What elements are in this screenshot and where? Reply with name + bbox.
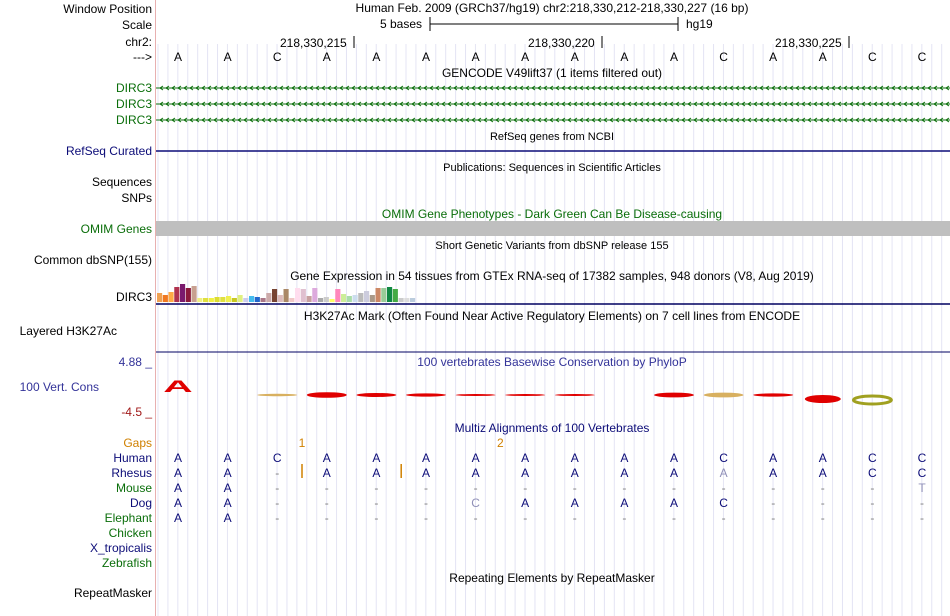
multiz-rhesus-base: C: [917, 466, 927, 480]
species-xtrop-label[interactable]: X_tropicalis: [89, 541, 152, 555]
multiz-elephant-base: A: [223, 511, 232, 525]
gtex-tissue-bar[interactable]: [399, 298, 404, 302]
species-human-label[interactable]: Human: [113, 451, 152, 465]
multiz-elephant-base: -: [771, 511, 776, 525]
multiz-human-base: A: [421, 451, 431, 465]
multiz-elephant-base: -: [374, 511, 379, 525]
base-letter: A: [223, 50, 232, 64]
gtex-tissue-bar[interactable]: [301, 289, 306, 302]
multiz-dog-base: C: [471, 496, 480, 510]
gtex-tissue-bar[interactable]: [312, 288, 317, 302]
base-letter: C: [272, 50, 282, 64]
base-letter: A: [471, 50, 480, 64]
phylop-letter-a-large[interactable]: A: [163, 376, 193, 396]
multiz-dog-base: -: [870, 496, 875, 510]
refseq-curated-label[interactable]: RefSeq Curated: [65, 144, 152, 158]
multiz-rhesus-base: A: [322, 466, 331, 480]
multiz-elephant-base: -: [622, 511, 627, 525]
multiz-mouse-base: A: [173, 481, 183, 495]
multiz-rhesus-base: A: [570, 466, 579, 480]
phylop-logo-mark[interactable]: [456, 394, 496, 396]
base-letter: A: [570, 50, 579, 64]
multiz-human-base: A: [521, 451, 530, 465]
multiz-gap-count: 2: [497, 436, 504, 450]
multiz-human-base: A: [223, 451, 232, 465]
multiz-elephant-base: -: [920, 511, 924, 525]
gtex-tissue-bar[interactable]: [243, 298, 248, 302]
gencode-dirc3-label-2[interactable]: DIRC3: [115, 97, 152, 111]
multiz-rhesus-base: A: [471, 466, 480, 480]
gtex-tissue-bar[interactable]: [209, 298, 214, 302]
gtex-tissue-bar[interactable]: [341, 294, 346, 302]
multiz-human-base: C: [868, 451, 877, 465]
multiz-human-base: A: [818, 451, 827, 465]
gtex-tissue-bar[interactable]: [318, 298, 323, 302]
strand-arrow-label[interactable]: --->: [133, 50, 152, 64]
gtex-tissue-bar[interactable]: [261, 298, 266, 302]
phylop-logo-mark[interactable]: [505, 394, 545, 396]
multiz-mouse-base: -: [721, 481, 726, 495]
species-zebrafish-label[interactable]: Zebrafish: [101, 556, 152, 570]
gtex-tissue-bar[interactable]: [169, 292, 174, 302]
multiz-mouse-base: -: [473, 481, 478, 495]
gtex-dirc3-label[interactable]: DIRC3: [115, 290, 152, 304]
gtex-tissue-bar[interactable]: [220, 297, 225, 302]
gencode-dirc3-label-3[interactable]: DIRC3: [115, 113, 152, 127]
cons-min-label: -4.5 _: [121, 405, 152, 419]
gtex-tissue-bar[interactable]: [393, 289, 398, 302]
multiz-rhesus-base: A: [769, 466, 778, 480]
multiz-rhesus-base: A: [421, 466, 431, 480]
phylop-logo-mark[interactable]: [307, 392, 347, 398]
base-letter: A: [769, 50, 778, 64]
base-letter: A: [322, 50, 331, 64]
window-position-label: Window Position: [63, 2, 152, 16]
multiz-human-base: A: [471, 451, 480, 465]
base-letter: A: [421, 50, 431, 64]
multiz-mouse-base: -: [424, 481, 428, 495]
omim-gene-bar[interactable]: [156, 221, 950, 236]
base-letter: A: [620, 50, 629, 64]
multiz-human-base: C: [272, 451, 282, 465]
multiz-dog-base: -: [324, 496, 329, 510]
multiz-rhesus-base: C: [868, 466, 877, 480]
multiz-elephant-base: -: [275, 511, 280, 525]
gtex-tissue-bar[interactable]: [186, 288, 191, 302]
multiz-human-base: A: [620, 451, 629, 465]
gtex-tissue-bar[interactable]: [404, 298, 409, 302]
dbsnp-track-title: Short Genetic Variants from dbSNP release 155: [435, 240, 669, 252]
phylop-logo-mark[interactable]: [257, 394, 297, 396]
multiz-gap-count: 1: [298, 436, 306, 450]
phylop-logo[interactable]: [163, 377, 891, 404]
multiz-dog-base: -: [920, 496, 924, 510]
gtex-tissue-bar[interactable]: [324, 297, 329, 302]
gtex-tissue-bar[interactable]: [307, 296, 312, 302]
multiz-elephant-base: -: [572, 511, 577, 525]
gtex-tissue-bar[interactable]: [358, 293, 363, 302]
repeatmasker-label[interactable]: RepeatMasker: [73, 586, 152, 600]
gtex-tissue-bar[interactable]: [330, 299, 335, 302]
gtex-tissue-bar[interactable]: [238, 295, 243, 302]
species-mouse-label[interactable]: Mouse: [115, 481, 152, 495]
multiz-elephant-base: -: [721, 511, 726, 525]
gtex-tissue-bar[interactable]: [364, 291, 369, 302]
multiz-dog-base: -: [275, 496, 280, 510]
multiz-mouse-base: -: [523, 481, 528, 495]
species-rhesus-label[interactable]: Rhesus: [111, 466, 152, 480]
phylop-logo-mark[interactable]: [406, 393, 446, 396]
multiz-dog-base: -: [771, 496, 776, 510]
h3k27ac-track-title: H3K27Ac Mark (Often Found Near Active Regulatory Elements) on 7 cell lines from ENCODE: [303, 309, 801, 323]
multiz-elephant-base: -: [324, 511, 329, 525]
multiz-human-base: A: [570, 451, 579, 465]
base-letter: A: [372, 50, 381, 64]
multiz-dog-base: C: [719, 496, 728, 510]
multiz-mouse-base: -: [324, 481, 329, 495]
multiz-elephant-base: -: [672, 511, 676, 525]
multiz-mouse-base: A: [223, 481, 232, 495]
gtex-tissue-bar[interactable]: [174, 287, 179, 302]
gtex-tissue-bar[interactable]: [232, 298, 237, 302]
track-image-area[interactable]: [156, 0, 950, 616]
multiz-dog-base: A: [620, 496, 629, 510]
base-letter: A: [521, 50, 530, 64]
multiz-track-title: Multiz Alignments of 100 Vertebrates: [454, 421, 650, 435]
multiz-rhesus-base: A: [719, 466, 728, 480]
multiz-human-base: A: [669, 451, 679, 465]
gtex-track-title: Gene Expression in 54 tissues from GTEx RNA-seq of 17382 samples, 948 donors (V8, Aug 2019): [290, 269, 814, 283]
multiz-human-base: A: [372, 451, 381, 465]
multiz-elephant-base: -: [424, 511, 428, 525]
layered-h3k27ac-label[interactable]: Layered H3K27Ac: [19, 324, 117, 338]
gtex-tissue-bar[interactable]: [353, 295, 358, 302]
multiz-human-base: C: [719, 451, 728, 465]
gtex-tissue-bar[interactable]: [272, 289, 277, 302]
multiz-rhesus-base: A: [669, 466, 679, 480]
multiz-rhesus-base: A: [521, 466, 530, 480]
sequences-label[interactable]: Sequences: [91, 175, 152, 189]
ruler-tick-label-1: 218,330,215: [280, 36, 347, 50]
multiz-mouse-base: -: [374, 481, 379, 495]
multiz-rhesus-base: A: [818, 466, 827, 480]
phylop-logo-mark[interactable]: [555, 394, 595, 396]
multiz-dog-base: -: [424, 496, 428, 510]
multiz-elephant-base: -: [473, 511, 478, 525]
gtex-tissue-bar[interactable]: [163, 295, 168, 302]
gtex-tissue-bar[interactable]: [387, 287, 392, 302]
gtex-tissue-bar[interactable]: [289, 298, 294, 302]
refseq-track-title: RefSeq genes from NCBI: [489, 131, 615, 143]
phylop-track-title: 100 vertebrates Basewise Conservation by PhyloP: [417, 355, 687, 369]
gtex-tissue-bar[interactable]: [180, 284, 185, 302]
multiz-elephant-base: -: [523, 511, 528, 525]
phylop-logo-mark[interactable]: [654, 393, 694, 398]
gencode-transcripts: [156, 86, 950, 122]
multiz-dog-base: A: [669, 496, 679, 510]
multiz-human-base: A: [173, 451, 183, 465]
multiz-mouse-base: -: [275, 481, 280, 495]
base-letter: A: [818, 50, 827, 64]
multiz-mouse-base: -: [820, 481, 825, 495]
scale-bases-text: 5 bases: [380, 17, 423, 31]
gtex-tissue-bar[interactable]: [266, 293, 271, 302]
multiz-dog-base: A: [521, 496, 530, 510]
gtex-tissue-bar[interactable]: [347, 296, 352, 302]
cons-max-label: 4.88 _: [118, 355, 152, 369]
multiz-dog-base: A: [570, 496, 579, 510]
gtex-tissue-bar[interactable]: [226, 296, 231, 302]
gtex-tissue-bar[interactable]: [370, 295, 375, 302]
multiz-mouse-base: -: [622, 481, 627, 495]
gtex-tissue-bar[interactable]: [376, 288, 381, 302]
multiz-rhesus-base: A: [372, 466, 381, 480]
multiz-rhesus-base: A: [223, 466, 232, 480]
base-letter: C: [719, 50, 728, 64]
gtex-tissue-bar[interactable]: [278, 295, 283, 302]
phylop-logo-mark[interactable]: [356, 393, 396, 397]
gtex-tissue-bar[interactable]: [215, 297, 220, 302]
base-letter: C: [917, 50, 927, 64]
window-position-text: Human Feb. 2009 (GRCh37/hg19) chr2:218,330,212-218,330,227 (16 bp): [355, 1, 749, 15]
multiz-human-base: A: [322, 451, 331, 465]
multiz-mouse-base: T: [918, 481, 926, 495]
gtex-tissue-bar[interactable]: [157, 293, 162, 302]
ruler-tick-label-2: 218,330,220: [528, 36, 595, 50]
multiz-mouse-base: -: [771, 481, 776, 495]
phylop-logo-mark[interactable]: [704, 393, 744, 398]
base-letter: C: [868, 50, 877, 64]
gtex-tissue-bar[interactable]: [249, 296, 254, 302]
omim-track-title: OMIM Gene Phenotypes - Dark Green Can Be Disease-causing: [381, 207, 723, 221]
gtex-tissue-bar[interactable]: [197, 298, 202, 302]
snps-label[interactable]: SNPs: [121, 191, 152, 205]
phylop-neg-mark[interactable]: [805, 395, 841, 403]
multiz-elephant-base: -: [820, 511, 825, 525]
base-letter: A: [669, 50, 679, 64]
base-letter: A: [173, 50, 183, 64]
gtex-tissue-bar[interactable]: [335, 289, 340, 302]
multiz-dog-base: -: [820, 496, 825, 510]
multiz-dog-base: -: [374, 496, 379, 510]
gtex-tissue-bar[interactable]: [255, 297, 260, 302]
gaps-label: Gaps: [123, 436, 152, 450]
multiz-human-base: A: [769, 451, 778, 465]
multiz-rhesus-base: -: [275, 466, 280, 480]
multiz-dog-base: A: [173, 496, 183, 510]
phylop-logo-mark[interactable]: [753, 393, 793, 396]
species-elephant-label[interactable]: Elephant: [104, 511, 152, 525]
track-labels-column: [0, 0, 155, 616]
omim-genes-label[interactable]: OMIM Genes: [80, 222, 152, 236]
multiz-dog-base: A: [223, 496, 232, 510]
multiz-elephant-base: -: [870, 511, 875, 525]
multiz-mouse-base: -: [572, 481, 577, 495]
assembly-text: hg19: [686, 17, 713, 31]
multiz-rhesus-base: A: [173, 466, 183, 480]
gencode-track-title: GENCODE V49lift37 (1 items filtered out): [441, 66, 663, 80]
gtex-tissue-bar[interactable]: [203, 298, 208, 302]
multiz-mouse-base: -: [870, 481, 875, 495]
gtex-tissue-bar[interactable]: [295, 288, 300, 302]
gtex-tissue-bar[interactable]: [381, 288, 386, 302]
publications-track-title: Publications: Sequences in Scientific Articles: [443, 162, 661, 174]
gtex-tissue-bar[interactable]: [284, 289, 289, 302]
species-chicken-label[interactable]: Chicken: [108, 526, 152, 540]
gtex-tissue-bar[interactable]: [192, 286, 197, 302]
ruler-tick-label-3: 218,330,225: [775, 36, 842, 50]
gtex-tissue-bar[interactable]: [410, 298, 415, 302]
common-dbsnp-label[interactable]: Common dbSNP(155): [33, 253, 152, 267]
chr-label: chr2:: [125, 35, 152, 49]
gencode-dirc3-label-1[interactable]: DIRC3: [115, 81, 152, 95]
repeatmasker-track-title: Repeating Elements by RepeatMasker: [449, 571, 655, 585]
scale-bar: [430, 17, 678, 31]
multiz-mouse-base: -: [672, 481, 676, 495]
multiz-rhesus-base: A: [620, 466, 629, 480]
scale-label: Scale: [121, 18, 152, 32]
cons-track-label[interactable]: 100 Vert. Cons: [19, 380, 99, 394]
multiz-human-base: C: [917, 451, 927, 465]
multiz-elephant-base: A: [173, 511, 183, 525]
species-dog-label[interactable]: Dog: [129, 496, 152, 510]
